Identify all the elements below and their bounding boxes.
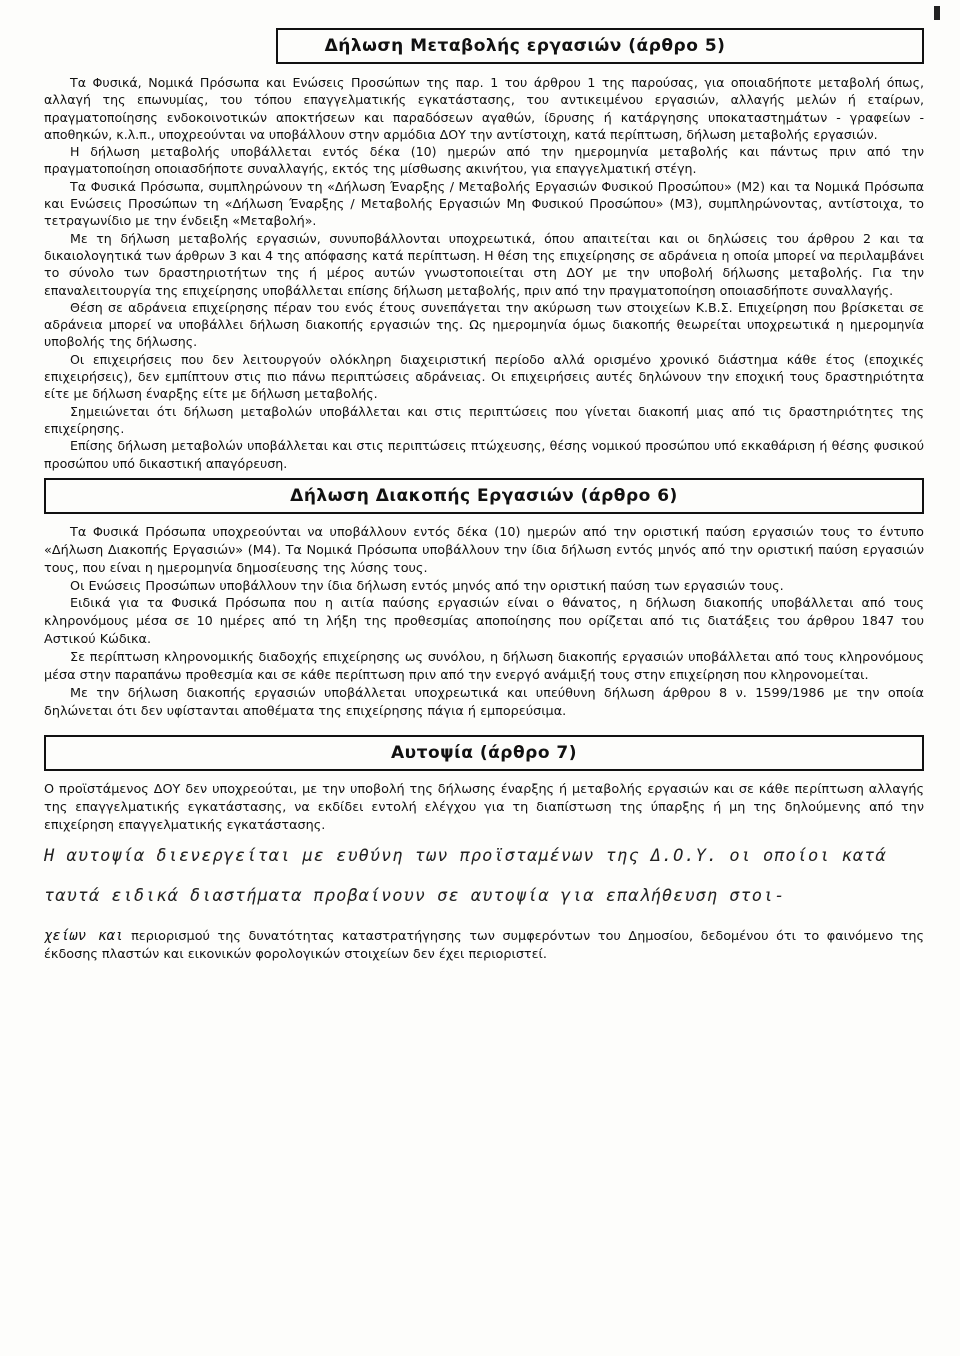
handwritten-fragment: χείων και [44, 927, 124, 944]
section-header-inspection [44, 735, 924, 771]
paragraph: Τα Φυσικά, Νομικά Πρόσωπα και Ενώσεις Προσώπων της παρ. 1 του άρθρου 1 της παρούσας, για οποιαδήποτε μεταβολή όπως, αλλαγή της επωνυμίας, του τόπου επαγγελματικής εγκατάστασης, του αντικειμένου εργασιών, αλλαγής μελών ή εταίρων, πραγματοποίησης ενδοκοινοτικών αποκτήσεων και παραδόσεων αγαθών, ίδρυσης ή κατάργησης υποκαταστημάτων - γραφείων - αποθηκών, κ.λ.π., υποχρεούνται να υποβάλλουν στην αρμόδια ΔΟΥ την αντίστοιχη, κατά περίπτωση, δήλωση μεταβολής εργασιών. [44, 75, 924, 142]
paragraph: Οι Ενώσεις Προσώπων υποβάλλουν την ίδια δήλωση εντός μηνός από την οριστική παύση των εργασιών τους. [70, 578, 784, 594]
paragraph: Τα Φυσικά Πρόσωπα υποχρεούνται να υποβάλλουν εντός δέκα (10) ημερών από την οριστική παύση εργασιών τους το έντυπο «Δήλωση Διακοπής Εργασιών» (Μ4). Τα Νομικά Πρόσωπα υποβάλλουν την ίδια δήλωση εντός μηνός από την οριστική παύση εργασιών τους, που είναι η ημερομηνία δημοσίευσης της λύσης τους. [44, 524, 924, 576]
section-title: Αυτοψία (άρθρο 7) [390, 742, 578, 763]
section-body-change-declaration [44, 74, 924, 472]
paragraph: Η δήλωση μεταβολής υποβάλλεται εντός δέκα (10) ημερών από την ημερομηνία μεταβολής και πάντως πριν από την πραγματοποίηση οποιασδήποτε συναλλαγής, εκτός της μίσθωσης ακινήτου, για επαγγελματική στέγη. [44, 144, 924, 177]
final-paragraph [44, 927, 924, 964]
paragraph: Με την δήλωση διακοπής εργασιών υποβάλλεται υποχρεωτικά και υπεύθυνη δήλωση άρθρου 8 ν. 1599/1986 με την οποία δηλώνεται ότι δεν υφίστανται αποθέματα της επιχείρησης πάγια ή εμπορεύσιμα. [44, 685, 924, 719]
corner-mark [934, 6, 940, 20]
paragraph: Σε περίπτωση κληρονομικής διαδοχής επιχείρησης ως συνόλου, η δήλωση διακοπής εργασιών υποβάλλεται από τους κληρονόμους μέσα στην παραπάνω προθεσμία και σε κάθε περίπτωση πριν από την ενεργό ανάμιξή τους στην επιχείρηση που κληρονομείται. [44, 650, 924, 684]
paragraph: Ειδικά για τα Φυσικά Πρόσωπα που η αιτία παύσης εργασιών είναι ο θάνατος, η δήλωση διακοπής υποβάλλεται από τους κληρονόμους μέσα σε 10 ημέρες από τη λήξη της προθεσμίας αποποίησης που ορίζεται από τις διατάξεις του άρθρου 1847 του Αστικού Κώδικα. [44, 596, 924, 648]
paragraph: Θέση σε αδράνεια επιχείρησης πέραν του ενός έτους συνεπάγεται την ακύρωση των στοιχείων Κ.Β.Σ. Επιχείρηση που βρίσκεται σε αδράνεια μπορεί να υποβάλλει δήλωση διακοπής εργασιών της. Ως ημερομηνία όμως διακοπής θεωρείται υποχρεωτικά η ημερομηνία υποβολής της δήλωσης. [44, 299, 924, 350]
handwritten-line: Η αυτοψία διενεργείται με ευθύνη των προϊσταμένων της Δ.Ο.Υ. οι οποίοι κατά [44, 845, 887, 866]
paragraph: Με τη δήλωση μεταβολής εργασιών, συνυποβάλλονται υποχρεωτικά, όπου απαιτείται και οι δηλώσεις του άρθρου 2 και τα δικαιολογητικά των άρθρων 3 και 4 της απόφασης κατά περίπτωση. Η θέση της επιχείρησης σε αδράνεια η οποία μπορεί να περιλαμβάνει το σύνολο των δραστηριοτήτων της ή μέρος αυτών γνωστοποιείται στη ΔΟΥ με την υποβολή δήλωσης μεταβολής. Για την επαναλειτουργία της επιχείρησης υποβάλλεται επίσης δήλωση μεταβολής, πριν από την πραγματοποίηση οποιασδήποτε συναλλαγής. [44, 230, 924, 298]
paragraph: Επίσης δήλωση μεταβολών υποβάλλεται και στις περιπτώσεις πτώχευσης, θέσης νομικού προσώπου υπό εκκαθάριση ή θέσης φυσικού προσώπου υπό δικαστική απαγόρευση. [44, 438, 924, 471]
section-title: Δήλωση Διακοπής Εργασιών (άρθρο 6) [290, 485, 678, 506]
handwritten-line: ταυτά ειδικά διαστήματα προβαίνουν σε αυτοψία για επαλήθευση στοι- [44, 885, 786, 906]
section-header-change-declaration [276, 28, 924, 64]
section-body-inspection [44, 781, 924, 964]
printed-fragment: περιορισμού της δυνατότητας καταστρατήγησης των συμφερόντων του Δημοσίου, δεδομένου ότι το φαινόμενο της έκδοσης πλαστών και εικονικών φορολογικών στοιχείων δεν έχει περιοριστεί. [44, 928, 924, 962]
paragraph: Οι επιχειρήσεις που δεν λειτουργούν ολόκληρη διαχειριστική περίοδο αλλά ορισμένο χρονικό διάστημα κάθε έτος (εποχικές επιχειρήσεις), δεν εμπίπτουν στις πιο πάνω περιπτώσεις αδράνειας. Οι επιχειρήσεις αυτές δηλώνουν την εποχική τους δραστηριότητα είτε με δήλωση έναρξης είτε με δήλωση μεταβολής. [44, 351, 924, 402]
section-title: Δήλωση Μεταβολής εργασιών (άρθρο 5) [324, 36, 726, 56]
paragraph: Σημειώνεται ότι δήλωση μεταβολών υποβάλλεται και στις περιπτώσεις που γίνεται διακοπή μιας από τις δραστηριότητες της επιχείρησης. [44, 403, 924, 436]
section-body-termination-declaration [44, 524, 924, 721]
paragraph: Τα Φυσικά Πρόσωπα, συμπληρώνουν τη «Δήλωση Έναρξης / Μεταβολής Εργασιών Φυσικού Προσώπου» (Μ2) και τα Νομικά Πρόσωπα και Ενώσεις Προσώπων τη «Δήλωση Έναρξης / Μεταβολής Εργασιών Μη Φυσικού Προσώπου» (Μ3), συμπληρώνοντας, αντίστοιχα, το τετραγωνίδιο με την ένδειξη «Μεταβολή». [44, 178, 924, 229]
paragraph: Ο προϊστάμενος ΔΟΥ δεν υποχρεούται, με την υποβολή της δήλωσης έναρξης ή μεταβολής εργασιών και σε κάθε περίπτωση αλλαγής της επαγγελματικής εγκατάστασης, να εκδίδει εντολή ελέγχου για τη διαπίστωση της ύπαρξης ή μη της δηλούμενης από την επιχείρηση επαγγελματικής εγκατάστασης. [44, 781, 924, 833]
section-header-termination-declaration [44, 478, 924, 514]
